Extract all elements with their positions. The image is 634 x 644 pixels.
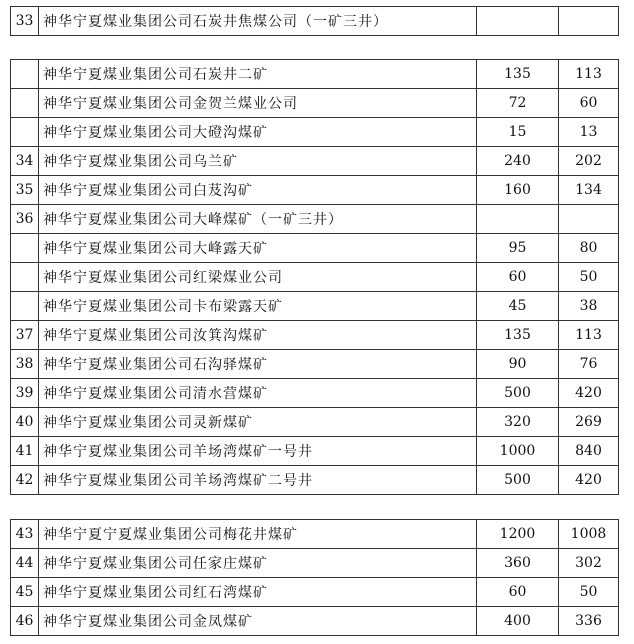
table-row: [11, 350, 619, 379]
table-row: [11, 205, 619, 234]
table-row: [11, 437, 619, 466]
value-1: [477, 205, 559, 234]
value-2: 420: [559, 379, 619, 408]
value-2: [559, 205, 619, 234]
company-name: 神华宁夏煤业集团公司金凤煤矿: [39, 607, 477, 636]
value-2: 38: [559, 292, 619, 321]
table-row: [11, 89, 619, 118]
value-1: 400: [477, 607, 559, 636]
row-number: [11, 234, 39, 263]
value-2: 1008: [559, 520, 619, 549]
row-number: 45: [11, 578, 39, 607]
value-2: 13: [559, 118, 619, 147]
value-1: 1000: [477, 437, 559, 466]
table-block-3: [10, 519, 619, 636]
value-2: 202: [559, 147, 619, 176]
company-name: 神华宁夏煤业集团公司石沟驿煤矿: [39, 350, 477, 379]
value-1: 60: [477, 263, 559, 292]
value-1: 1200: [477, 520, 559, 549]
row-number: 46: [11, 607, 39, 636]
company-name: 神华宁夏煤业集团公司石炭井二矿: [39, 60, 477, 89]
row-number: 41: [11, 437, 39, 466]
table-row: [11, 578, 619, 607]
value-1: 360: [477, 549, 559, 578]
row-number: 39: [11, 379, 39, 408]
company-name: 神华宁夏煤业集团公司大峰煤矿（一矿三井）: [39, 205, 477, 234]
company-name: 神华宁夏煤业集团公司任家庄煤矿: [39, 549, 477, 578]
row-number: 44: [11, 549, 39, 578]
table-row: [11, 118, 619, 147]
row-number: 37: [11, 321, 39, 350]
company-name: 神华宁夏煤业集团公司金贺兰煤业公司: [39, 89, 477, 118]
row-number: [11, 263, 39, 292]
value-1: [477, 7, 559, 36]
table-row: [11, 408, 619, 437]
value-2: 113: [559, 321, 619, 350]
value-1: 45: [477, 292, 559, 321]
value-2: [559, 7, 619, 36]
value-1: 15: [477, 118, 559, 147]
value-2: 50: [559, 263, 619, 292]
value-2: 420: [559, 466, 619, 495]
value-2: 302: [559, 549, 619, 578]
table-row: [11, 549, 619, 578]
value-2: 80: [559, 234, 619, 263]
company-name: 神华宁夏煤业集团公司红梁煤业公司: [39, 263, 477, 292]
value-2: 113: [559, 60, 619, 89]
company-name: 神华宁夏煤业集团公司羊场湾煤矿二号井: [39, 466, 477, 495]
table-row: [11, 466, 619, 495]
table-row: [11, 263, 619, 292]
company-name: 神华宁夏煤业集团公司红石湾煤矿: [39, 578, 477, 607]
row-number: 42: [11, 466, 39, 495]
table-row: [11, 176, 619, 205]
row-number: 35: [11, 176, 39, 205]
value-2: 336: [559, 607, 619, 636]
value-2: 50: [559, 578, 619, 607]
row-number: 43: [11, 520, 39, 549]
company-name: 神华宁夏煤业集团公司白芨沟矿: [39, 176, 477, 205]
row-number: [11, 118, 39, 147]
row-number: [11, 60, 39, 89]
table-row: [11, 292, 619, 321]
company-name: 神华宁夏煤业集团公司乌兰矿: [39, 147, 477, 176]
value-1: 240: [477, 147, 559, 176]
row-number: 36: [11, 205, 39, 234]
value-1: 60: [477, 578, 559, 607]
company-name: 神华宁夏煤业集团公司清水营煤矿: [39, 379, 477, 408]
table-row: [11, 607, 619, 636]
table-row: [11, 520, 619, 549]
company-name: 神华宁夏宁夏煤业集团公司梅花井煤矿: [39, 520, 477, 549]
row-number: [11, 292, 39, 321]
row-number: 40: [11, 408, 39, 437]
value-1: 320: [477, 408, 559, 437]
value-1: 135: [477, 321, 559, 350]
value-1: 90: [477, 350, 559, 379]
value-2: 269: [559, 408, 619, 437]
row-number: 33: [11, 7, 39, 36]
value-2: 840: [559, 437, 619, 466]
company-name: 神华宁夏煤业集团公司大磴沟煤矿: [39, 118, 477, 147]
value-2: 60: [559, 89, 619, 118]
company-name: 神华宁夏煤业集团公司灵新煤矿: [39, 408, 477, 437]
table-row: [11, 60, 619, 89]
company-name: 神华宁夏煤业集团公司羊场湾煤矿一号井: [39, 437, 477, 466]
value-1: 500: [477, 466, 559, 495]
table-row: [11, 379, 619, 408]
value-2: 76: [559, 350, 619, 379]
value-1: 95: [477, 234, 559, 263]
company-name: 神华宁夏煤业集团公司大峰露天矿: [39, 234, 477, 263]
row-number: 34: [11, 147, 39, 176]
table-block-1: [10, 6, 619, 36]
table-row: [11, 234, 619, 263]
table-block-2: [10, 59, 619, 495]
company-name: 神华宁夏煤业集团公司卡布梁露天矿: [39, 292, 477, 321]
value-1: 160: [477, 176, 559, 205]
row-number: 38: [11, 350, 39, 379]
table-row: [11, 147, 619, 176]
table-row: [11, 7, 619, 36]
value-2: 134: [559, 176, 619, 205]
value-1: 72: [477, 89, 559, 118]
table-row: [11, 321, 619, 350]
row-number: [11, 89, 39, 118]
company-name: 神华宁夏煤业集团公司汝箕沟煤矿: [39, 321, 477, 350]
company-name: 神华宁夏煤业集团公司石炭井焦煤公司（一矿三井）: [39, 7, 477, 36]
value-1: 500: [477, 379, 559, 408]
value-1: 135: [477, 60, 559, 89]
